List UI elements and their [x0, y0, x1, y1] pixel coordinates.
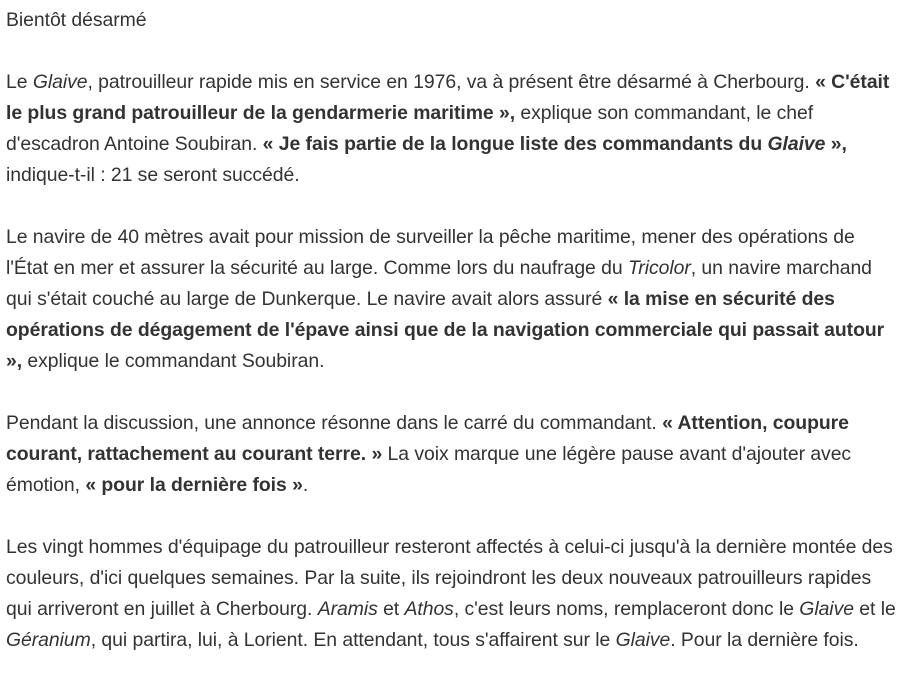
text-run: et le [853, 598, 896, 620]
text-run: , un navire marchand qui s'était couché au large de Dunkerque. Le navire avait alors assuré [6, 257, 872, 310]
text-run: Le navire de 40 mètres avait pour mission de surveiller la pêche maritime, mener des opérations de l'État en mer et assurer la sécurité au large. Comme lors du naufrage du [6, 226, 855, 279]
paragraph-3 [6, 408, 900, 501]
text-run: , patrouilleur rapide mis en service en 1976, va à présent être désarmé à Cherbourg. [87, 71, 816, 93]
quote-bold: « Attention, coupure courant, rattachement au courant terre. » [6, 412, 849, 465]
ship-name-italic: Athos [404, 598, 454, 620]
quote-bold: « pour la dernière fois » [85, 474, 303, 496]
ship-name-bold-italic: Glaive [767, 133, 826, 155]
text-run-italic: Glaive [32, 71, 88, 93]
paragraph-2 [6, 222, 900, 377]
paragraph-1 [6, 67, 900, 191]
text-run: explique le commandant Soubiran. [22, 350, 325, 372]
text-run: . [302, 474, 309, 496]
quote-bold: « la mise en sécurité des opérations de dégagement de l'épave ainsi que de la navigation commerciale qui passait autour », [6, 288, 885, 372]
text-run: explique son commandant, le chef d'escadron Antoine Soubiran. [6, 102, 814, 155]
paragraph-4 [6, 532, 900, 656]
text-run: et [377, 598, 405, 620]
quote-bold: « C'était le plus grand patrouilleur de la gendarmerie maritime », [6, 71, 890, 124]
ship-name-italic: Tricolor [627, 257, 691, 279]
quote-bold: », [825, 133, 847, 155]
ship-name-italic: Glaive [799, 598, 854, 620]
text-run: Les vingt hommes d'équipage du patrouilleur resteront affectés à celui-ci jusqu'à la dernière montée des couleurs, d'ici quelques semaines. Par la suite, ils rejoindront les deux nouveaux patrouilleurs rapides qui arriveront en juillet à Cherbourg. [6, 536, 893, 620]
quote-bold-italic [767, 133, 825, 155]
text-run: , qui partira, lui, à Lorient. En attendant, tous s'affairent sur le [90, 629, 616, 651]
ship-name-italic: Glaive [615, 629, 671, 651]
text-run: La voix marque une légère pause avant d'ajouter avec émotion, [6, 443, 852, 496]
article [6, 5, 900, 656]
text-run: Pendant la discussion, une annonce résonne dans le carré du commandant. [6, 412, 663, 434]
text-run: , c'est leurs noms, remplaceront donc le [453, 598, 800, 620]
quote-bold: « Je fais partie de la longue liste des commandants du [262, 133, 768, 155]
text-run: indique-t-il : 21 se seront succédé. [6, 164, 300, 186]
ship-name-italic: Aramis [317, 598, 378, 620]
text-run: Le [6, 71, 33, 93]
article-title: Bientôt désarmé [6, 9, 147, 31]
text-run: . Pour la dernière fois. [670, 629, 859, 651]
ship-name-italic: Géranium [6, 629, 91, 651]
